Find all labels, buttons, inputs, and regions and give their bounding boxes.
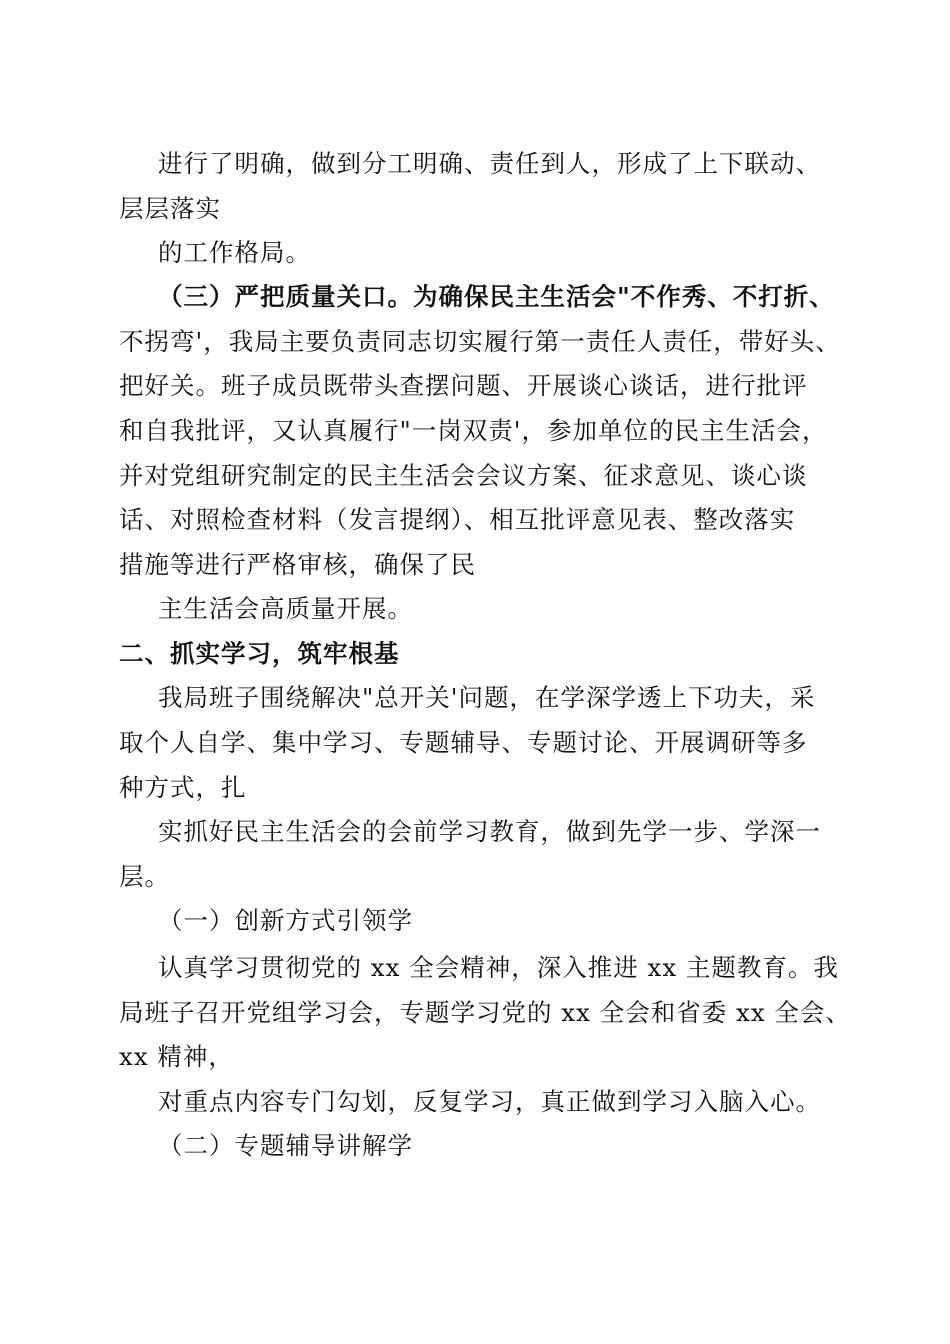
text-line: 实抓好民主生活会的会前学习教育，做到先学一步、学深一 <box>158 817 821 846</box>
text-line: 把好关。班子成员既带头查摆问题、开展谈心谈话，进行批评 <box>119 371 808 400</box>
text-line: 局班子召开党组学习会，专题学习党的 xx 全会和省委 xx 全会、 <box>119 998 851 1027</box>
text-line: 的工作格局。 <box>158 238 311 267</box>
text-line: 并对党组研究制定的民主生活会会议方案、征求意见、谈心谈 <box>119 461 808 490</box>
text-line: 对重点内容专门勾划，反复学习，真正做到学习入脑入心。 <box>158 1087 821 1116</box>
text-line: 认真学习贯彻党的 xx 全会精神，深入推进 xx 主题教育。我 <box>158 953 839 982</box>
text-line: 种方式，扎 <box>119 773 247 802</box>
text-line: 主生活会高质量开展。 <box>158 594 413 623</box>
section-heading-3: （三）严把质量关口。为确保民主生活会"不作秀、不打折、 <box>158 282 835 311</box>
text-line: 取个人自学、集中学习、专题辅导、专题讨论、开展调研等多 <box>119 728 808 757</box>
section-heading-2: （二）专题辅导讲解学 <box>158 1131 413 1160</box>
section-heading-1: （一）创新方式引领学 <box>158 906 413 935</box>
text-line: xx 精神， <box>119 1042 234 1071</box>
text-line: 进行了明确，做到分工明确、责任到人，形成了上下联动、 <box>158 149 821 178</box>
text-line: 话、对照检查材料（发言提纲）、相互批评意见表、整改落实 <box>119 505 796 534</box>
text-line: 不拐弯'，我局主要负责同志切实履行第一责任人责任，带好头、 <box>119 327 841 356</box>
text-line: 层。 <box>119 862 170 891</box>
text-line: 措施等进行严格审核，确保了民 <box>119 550 476 579</box>
chapter-heading: 二、抓实学习，筑牢根基 <box>119 639 400 668</box>
text-line: 和自我批评，又认真履行"一岗双责'，参加单位的民主生活会， <box>119 416 828 445</box>
text-line: 层层落实 <box>119 194 221 223</box>
text-line: 我局班子围绕解决"总开关'问题，在学深学透上下功夫，采 <box>158 683 816 712</box>
